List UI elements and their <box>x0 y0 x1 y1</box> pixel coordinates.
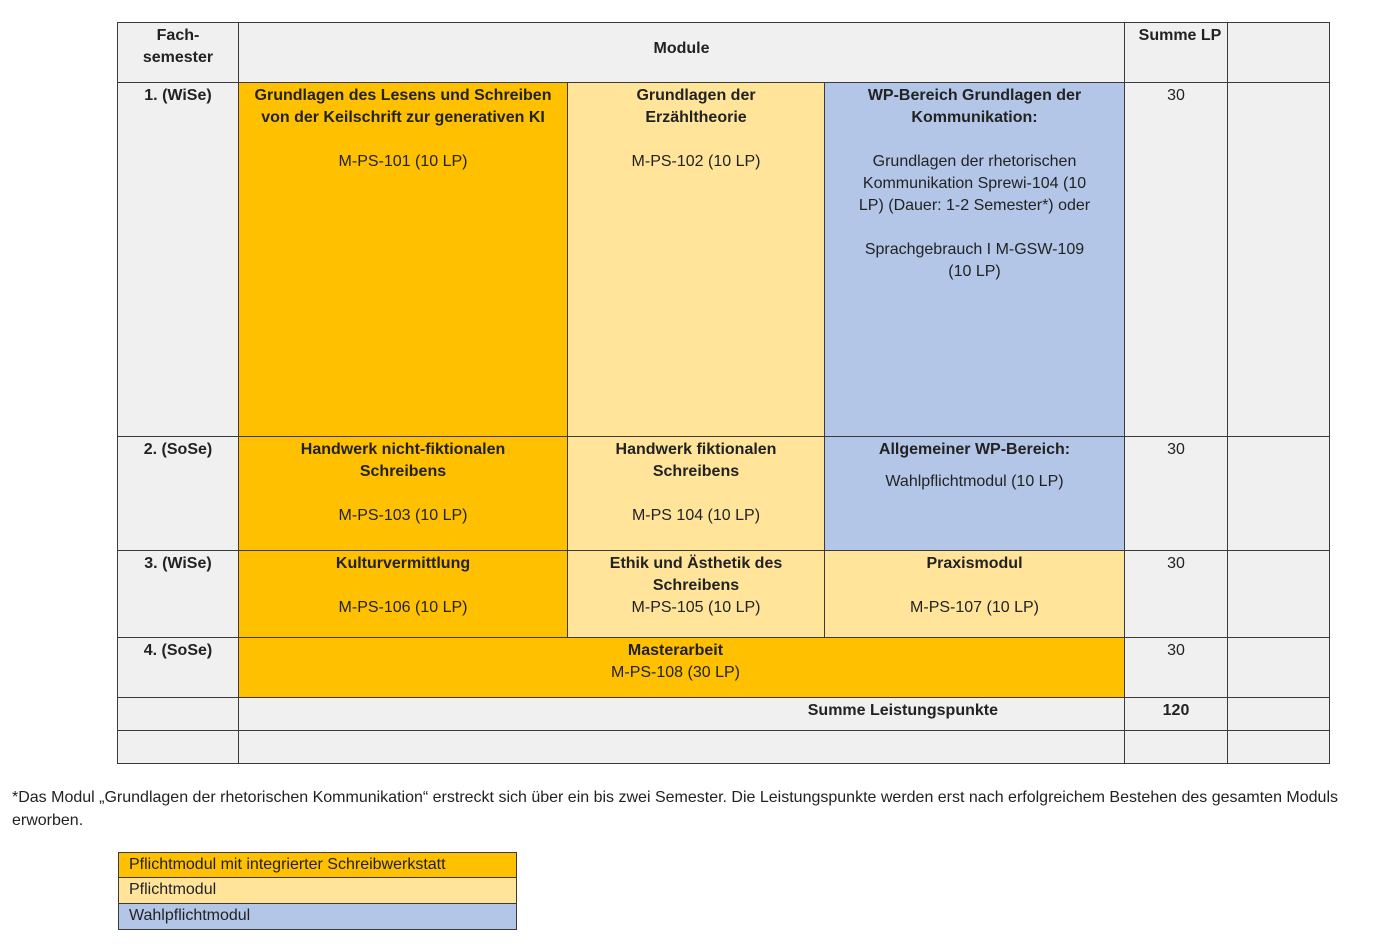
module-code: M-PS-103 (10 LP) <box>338 507 468 524</box>
module-cell <box>824 550 1125 638</box>
module-code: M-PS 104 (10 LP) <box>631 507 761 524</box>
module-title: WP-Bereich Grundlagen der Kommunikation: <box>867 87 1082 126</box>
total-empty-cell <box>117 697 239 731</box>
semester-cell: 4. (SoSe) <box>117 637 239 698</box>
module-title: Handwerk fiktionalen Schreibens <box>615 441 777 480</box>
total-value: 120 <box>1124 697 1228 731</box>
header-extra <box>1227 22 1330 83</box>
module-cell-wp-kommunikation <box>824 82 1125 437</box>
header-modules-label: Module <box>653 40 710 57</box>
module-title: Ethik und Ästhetik des Schreibens <box>609 555 783 594</box>
module-cell <box>824 436 1125 551</box>
module-cell <box>238 550 568 638</box>
legend <box>118 852 517 930</box>
header-sum-label: Summe LP <box>1138 27 1222 44</box>
module-code: Wahlpflichtmodul (10 LP) <box>885 473 1064 490</box>
module-cell <box>567 436 825 551</box>
header-semester-label: Fach-semester <box>142 27 214 66</box>
header-sum <box>1124 22 1228 83</box>
module-code: M-PS-102 (10 LP) <box>631 153 761 170</box>
empty-cell <box>238 730 1125 764</box>
total-label: Summe Leistungspunkte <box>807 702 998 719</box>
empty-cell <box>1124 730 1228 764</box>
module-title: Kulturvermittlung <box>335 555 471 572</box>
module-title: Masterarbeit <box>627 642 724 659</box>
legend-item-wahlpflicht: Wahlpflichtmodul <box>118 904 517 930</box>
footnote: *Das Modul „Grundlagen der rhetorischen Kommunikation“ erstreckt sich über ein bis zwei Semester. Die Leistungspunkte werden erst nach erfolgreichem Bestehen des gesamten Moduls erworben. <box>12 789 1338 829</box>
legend-item-pflicht: Pflichtmodul <box>118 878 517 904</box>
legend-item-pflicht-schreibwerkstatt: Pflichtmodul mit integrierter Schreibwerkstatt <box>118 852 517 878</box>
extra-cell <box>1227 550 1330 638</box>
total-label-cell <box>238 697 1125 731</box>
module-code: M-PS-108 (30 LP) <box>611 664 740 681</box>
sum-cell: 30 <box>1124 82 1228 437</box>
semester-cell: 3. (WiSe) <box>117 550 239 638</box>
module-code: M-PS-101 (10 LP) <box>338 153 468 170</box>
module-title: Praxismodul <box>926 555 1023 572</box>
module-code: M-PS-105 (10 LP) <box>631 599 761 616</box>
module-option: Sprachgebrauch I M-GSW-109 (10 LP) <box>864 241 1085 280</box>
module-title: Handwerk nicht-fiktionalen Schreibens <box>300 441 506 480</box>
extra-cell <box>1227 697 1330 731</box>
module-title: Grundlagen des Lesens und Schreiben von der Keilschrift zur generativen KI <box>254 87 552 126</box>
header-semester <box>117 22 239 83</box>
semester-cell: 2. (SoSe) <box>117 436 239 551</box>
extra-cell <box>1227 436 1330 551</box>
module-cell <box>238 82 568 437</box>
empty-cell <box>117 730 239 764</box>
module-cell <box>238 436 568 551</box>
module-cell-masterarbeit <box>238 637 1125 698</box>
header-modules <box>238 22 1125 83</box>
empty-cell <box>1227 730 1330 764</box>
sum-cell: 30 <box>1124 637 1228 698</box>
sum-cell: 30 <box>1124 436 1228 551</box>
module-code: M-PS-106 (10 LP) <box>338 599 468 616</box>
extra-cell <box>1227 637 1330 698</box>
sum-cell: 30 <box>1124 550 1228 638</box>
module-title: Allgemeiner WP-Bereich: <box>878 441 1071 458</box>
module-code: M-PS-107 (10 LP) <box>910 599 1039 616</box>
module-cell <box>567 82 825 437</box>
semester-cell: 1. (WiSe) <box>117 82 239 437</box>
module-cell <box>567 550 825 638</box>
extra-cell <box>1227 82 1330 437</box>
module-option: Grundlagen der rhetorischen Kommunikation Sprewi-104 (10 LP) (Dauer: 1-2 Semester*) oder <box>858 153 1091 214</box>
module-title: Grundlagen der Erzähltheorie <box>636 87 756 126</box>
